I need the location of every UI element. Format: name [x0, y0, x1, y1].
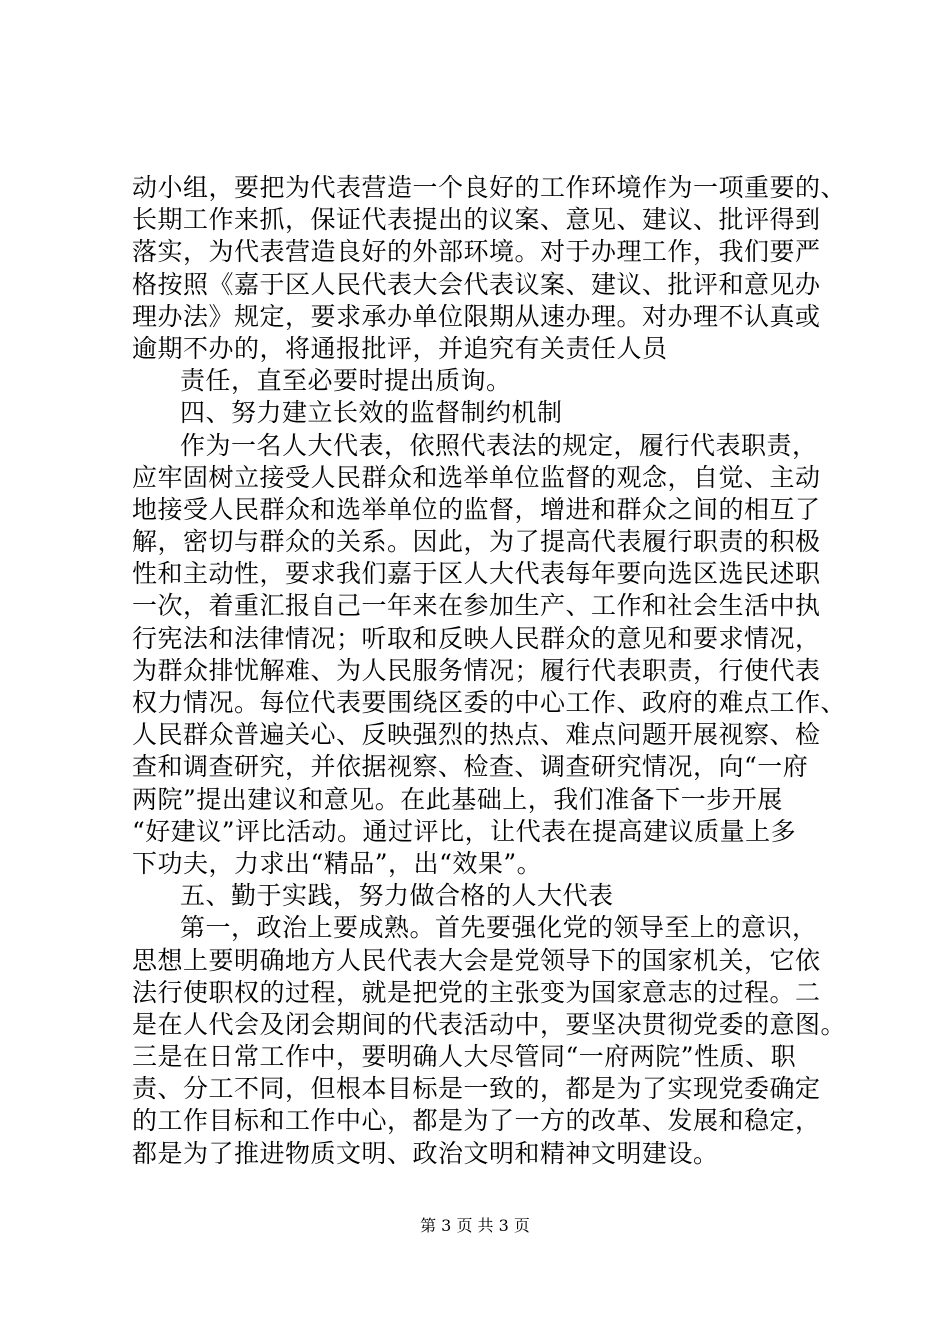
text-line: 下功夫，力求出“精品”，出“效果”。 [132, 848, 543, 878]
text-line: 法行使职权的过程，就是把党的主张变为国家意志的过程。二 [132, 977, 821, 1007]
text-line: 都是为了推进物质文明、政治文明和精神文明建设。 [132, 1138, 719, 1168]
text-line: 的工作目标和工作中心，都是为了一方的改革、发展和稳定， [132, 1106, 821, 1136]
text-line: 性和主动性，要求我们嘉于区人大代表每年要向选区选民述职 [132, 559, 821, 589]
text-line: 是在人代会及闭会期间的代表活动中，要坚决贯彻党委的意图。 [132, 1009, 847, 1039]
text-line: 人民群众普遍关心、反映强烈的热点、难点问题开展视察、检 [132, 720, 821, 750]
text-line: 落实，为代表营造良好的外部环境。对于办理工作，我们要严 [132, 237, 821, 267]
body-text [132, 172, 852, 1170]
text-line: 解，密切与群众的关系。因此，为了提高代表履行职责的积极 [132, 527, 821, 557]
text-line: 逾期不办的，将通报批评，并追究有关责任人员 [132, 333, 668, 363]
text-line: 为群众排忧解难、为人民服务情况；履行代表职责，行使代表 [132, 655, 821, 685]
text-line: 地接受人民群众和选举单位的监督，增进和群众之间的相互了 [132, 494, 821, 524]
text-line: 应牢固树立接受人民群众和选举单位监督的观念，自觉、主动 [132, 462, 821, 492]
text-line: 一次，着重汇报自己一年来在参加生产、工作和社会生活中执 [132, 591, 821, 621]
page-footer: 第 3 页 共 3 页 [420, 1216, 530, 1235]
text-line: 长期工作来抓，保证代表提出的议案、意见、建议、批评得到 [132, 205, 821, 235]
text-line: 五、勤于实践，努力做合格的人大代表 [180, 881, 614, 911]
text-line: 两院”提出建议和意见。在此基础上，我们准备下一步开展 [132, 784, 783, 814]
text-line: 行宪法和法律情况；听取和反映人民群众的意见和要求情况， [132, 623, 821, 653]
text-line: 查和调查研究，并依据视察、检查、调查研究情况，向“一府 [132, 752, 809, 782]
text-line: 四、努力建立长效的监督制约机制 [180, 398, 563, 428]
text-line: 三是在日常工作中，要明确人大尽管同“一府两院”性质、职 [132, 1042, 797, 1072]
text-line: 责任，直至必要时提出质询。 [180, 366, 512, 396]
text-line: 第一，政治上要成熟。首先要强化党的领导至上的意识， [180, 913, 818, 943]
text-line: 格按照《嘉于区人民代表大会代表议案、建议、批评和意见办 [132, 269, 821, 299]
text-line: “好建议”评比活动。通过评比，让代表在提高建议质量上多 [132, 816, 797, 846]
text-line: 理办法》规定，要求承办单位限期从速办理。对办理不认真或 [132, 301, 821, 331]
text-line: 责、分工不同，但根本目标是一致的，都是为了实现党委确定 [132, 1074, 821, 1104]
text-line: 思想上要明确地方人民代表大会是党领导下的国家机关，它依 [132, 945, 821, 975]
text-line: 作为一名人大代表，依照代表法的规定，履行代表职责， [180, 430, 818, 460]
text-line: 动小组，要把为代表营造一个良好的工作环境作为一项重要的、 [132, 173, 847, 202]
text-line: 权力情况。每位代表要围绕区委的中心工作、政府的难点工作、 [132, 688, 847, 717]
